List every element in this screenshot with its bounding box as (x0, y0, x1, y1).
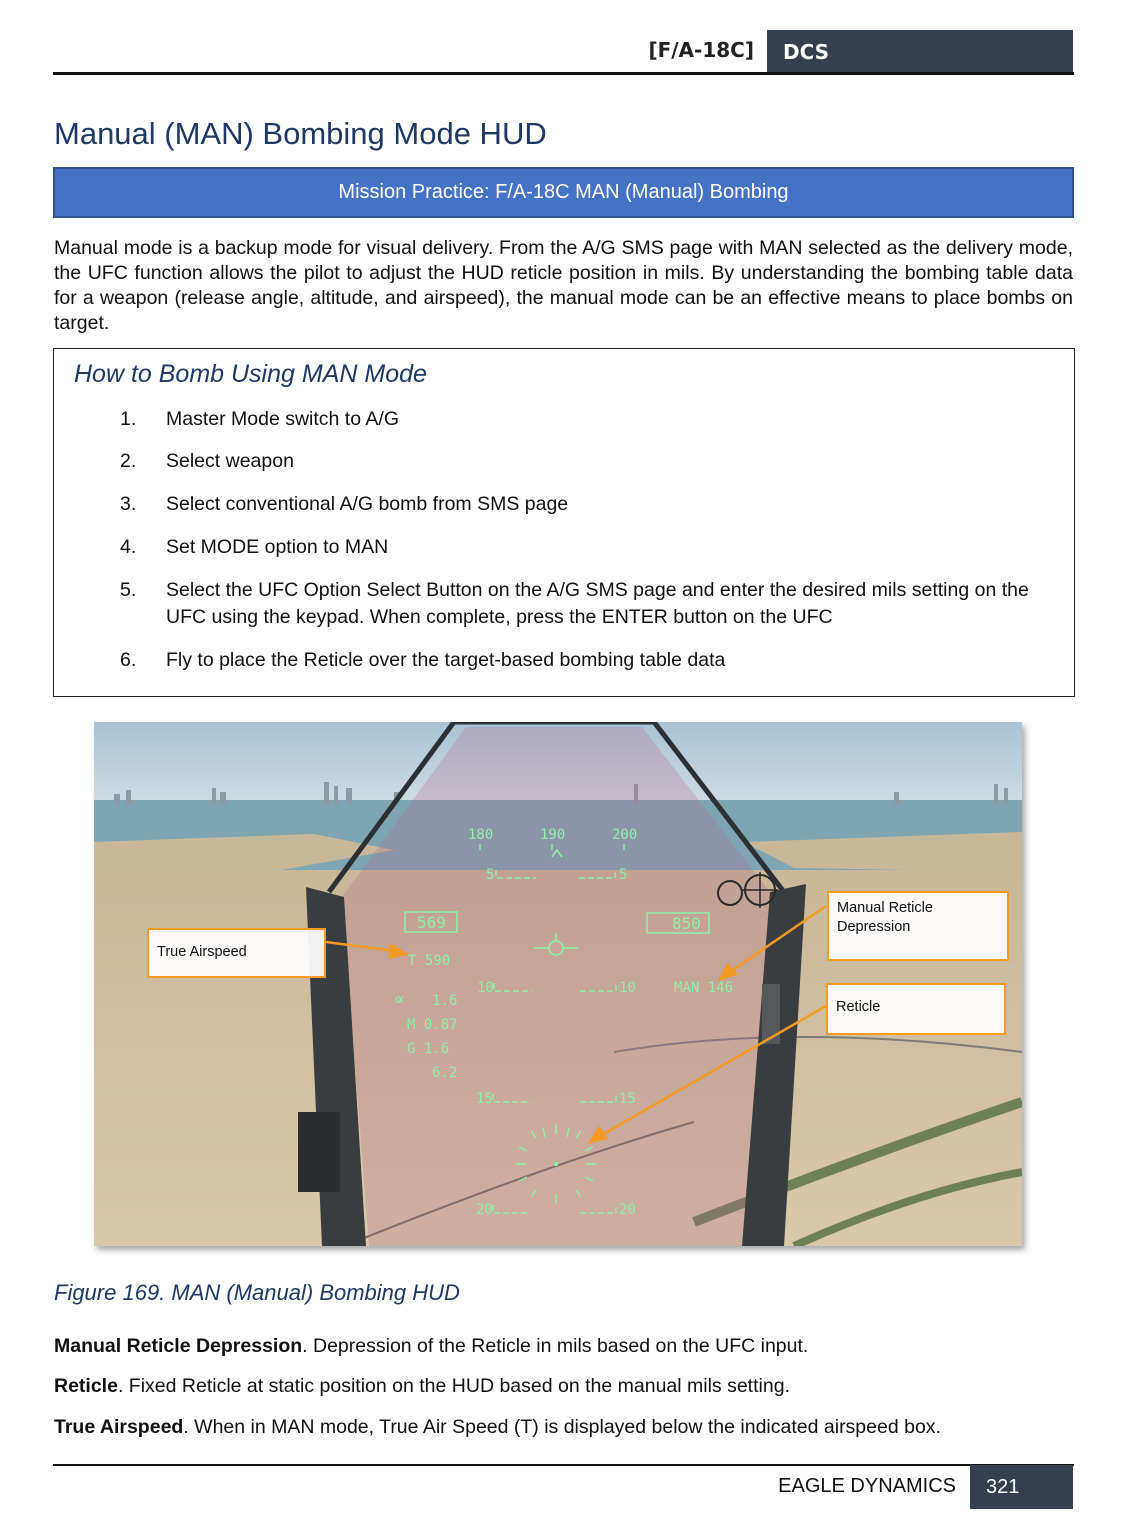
step-text: Select weapon (166, 450, 294, 472)
step-text: Select the UFC Option Select Button on the A/G SMS page and enter the desired mils setting on the UFC using the keypad. When complete, press the ENTER button on the UFC (166, 579, 1029, 628)
header-rule (53, 72, 1074, 75)
alpha-symbol-icon: ∝ (394, 989, 405, 1010)
airspeed-value: 569 (417, 913, 446, 932)
step-number: 1. (120, 408, 137, 430)
ladder-10-left: 10 (477, 980, 494, 996)
cockpit-panel (298, 1112, 340, 1192)
step-number: 6. (120, 649, 137, 671)
mission-practice-banner: Mission Practice: F/A-18C MAN (Manual) Bombing (53, 167, 1074, 218)
page-title: Manual (MAN) Bombing Mode HUD (54, 116, 547, 151)
altitude-value: 850 (672, 914, 701, 933)
man-readout: MAN 146 (674, 980, 734, 996)
step-text: Select conventional A/G bomb from SMS page (166, 493, 569, 515)
header-aircraft-label: [F/A-18C] (648, 38, 754, 62)
procedure-title: How to Bomb Using MAN Mode (74, 360, 427, 388)
peak-g-value: 6.2 (432, 1065, 458, 1081)
step-number: 3. (120, 493, 137, 515)
definition-term: True Airspeed (54, 1416, 184, 1438)
definition-manual-reticle-depression (54, 1335, 808, 1358)
callout-manual-reticle-depression: Manual Reticle Depression (827, 891, 1009, 961)
mach-value: M 0.87 (407, 1017, 458, 1033)
ladder-15-left: 15 (476, 1091, 493, 1107)
footer-rule (53, 1464, 1074, 1466)
callout-true-airspeed: True Airspeed (147, 928, 326, 978)
step-text: Set MODE option to MAN (166, 536, 389, 558)
step-number: 5. (120, 579, 137, 601)
ladder-10-right: 10 (619, 980, 636, 996)
heading-200: 200 (612, 827, 638, 843)
definition-text: . When in MAN mode, True Air Speed (T) is displayed below the indicated airspeed box. (183, 1416, 941, 1438)
callout-reticle: Reticle (826, 983, 1006, 1035)
ladder-5-left: 5 (486, 867, 495, 883)
g-value: G 1.6 (407, 1041, 450, 1057)
definition-true-airspeed (54, 1416, 941, 1439)
figure-caption: Figure 169. MAN (Manual) Bombing HUD (54, 1280, 460, 1305)
true-airspeed-value: T 590 (408, 953, 451, 969)
step-text: Master Mode switch to A/G (166, 408, 400, 430)
step-text: Fly to place the Reticle over the target-based bombing table data (166, 649, 726, 671)
step-number: 4. (120, 536, 137, 558)
heading-190: 190 (540, 827, 566, 843)
hud-figure (94, 722, 1022, 1246)
definition-text: . Depression of the Reticle in mils based on the UFC input. (302, 1335, 809, 1357)
ladder-20-left: 20 (476, 1202, 493, 1218)
heading-180: 180 (468, 827, 494, 843)
definition-text: . Fixed Reticle at static position on the HUD based on the manual mils setting. (117, 1375, 790, 1397)
page-number: 321 (970, 1465, 1073, 1509)
definition-term: Reticle (54, 1375, 118, 1397)
aoa-value: 1.6 (432, 993, 458, 1009)
definition-reticle (54, 1375, 790, 1398)
intro-paragraph: Manual mode is a backup mode for visual delivery. From the A/G SMS page with MAN selected as the delivery mode, the UFC function allows the pilot to adjust the HUD reticle position in mils. By understanding the bombing table data for a weapon (release angle, altitude, and airspeed), the manual mode can be an effective means to place bombs on target. (54, 237, 1073, 334)
ladder-20-right: 20 (619, 1202, 636, 1218)
footer-company: EAGLE DYNAMICS (778, 1475, 956, 1497)
procedure-box (53, 348, 1075, 697)
definition-term: Manual Reticle Depression (54, 1335, 303, 1357)
ladder-5-right: 5 (619, 867, 628, 883)
header-brand: DCS (767, 30, 1073, 74)
step-number: 2. (120, 450, 137, 472)
ladder-15-right: 15 (619, 1091, 636, 1107)
